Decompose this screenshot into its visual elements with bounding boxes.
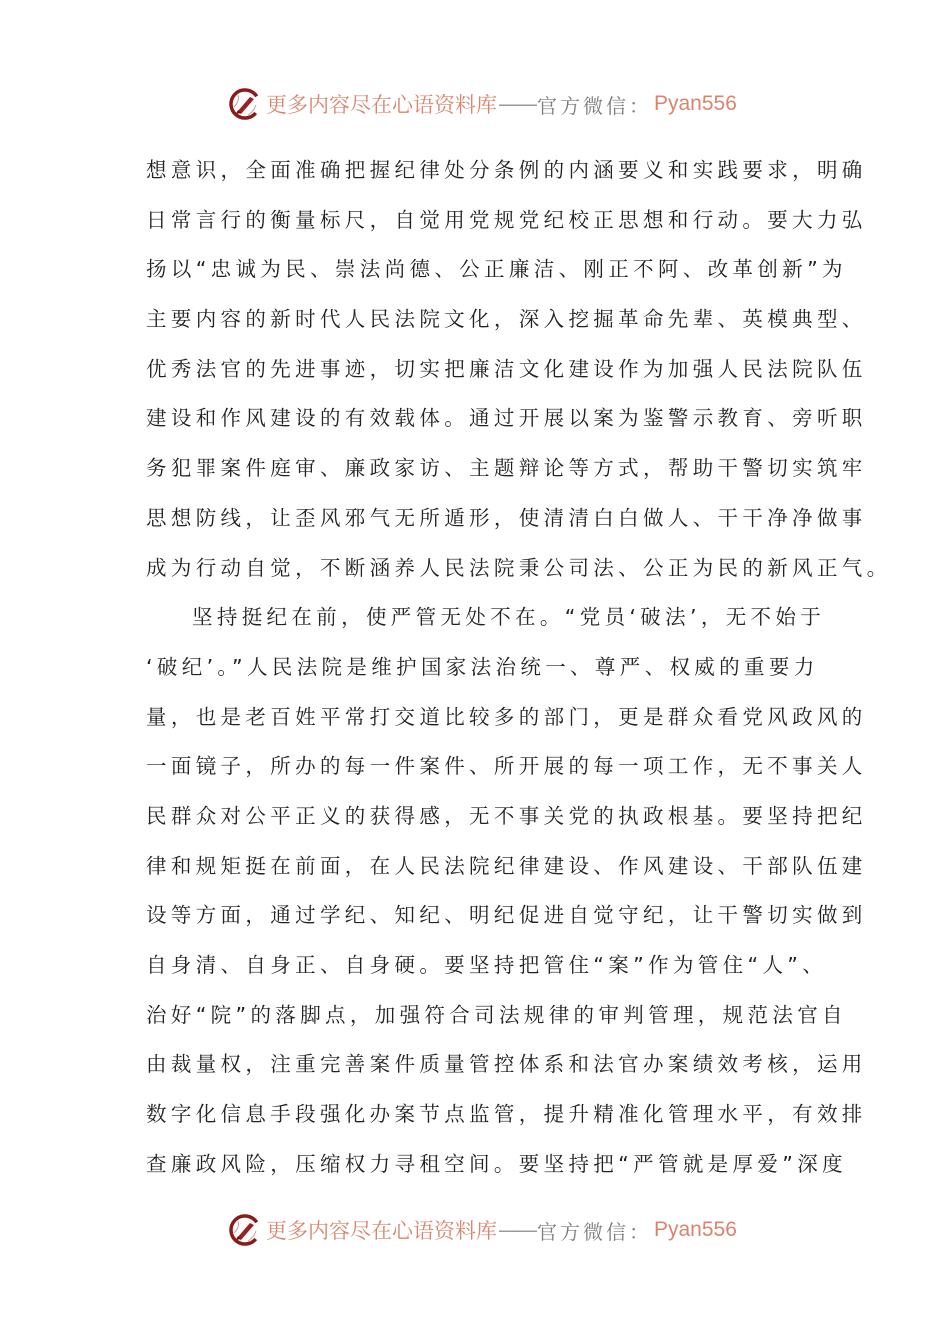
- text-line: ‘破纪’。”人民法院是维护国家法治统一、尊严、权威的重要力: [146, 654, 819, 679]
- paragraph-start-line: 坚持挺纪在前，使严管无处不在。“党员‘破法’，无不始于: [192, 605, 826, 630]
- watermark-main-text: 更多内容尽在心语资料库: [266, 1219, 497, 1243]
- text-line: 日常言行的衡量标尺，自觉用党规党纪校正思想和行动。要大力弘: [146, 207, 867, 232]
- text-line: 治好“院”的落脚点，加强符合司法规律的审判管理，规范法官自: [146, 1002, 847, 1027]
- quill-pen-logo-icon: [228, 87, 262, 121]
- text-line: 成为行动自觉，不断涵养人民法院秉公司法、公正为民的新风正气。: [146, 555, 892, 580]
- text-line: 设等方面，通过学纪、知纪、明纪促进自觉守纪，让干警切实做到: [146, 903, 867, 928]
- text-line: 一面镜子，所办的每一件案件、所开展的每一项工作，无不事关人: [146, 754, 867, 779]
- quill-pen-logo-icon: [228, 1213, 262, 1247]
- watermark-official-label: 官方微信：: [537, 93, 652, 118]
- text-line: 由裁量权，注重完善案件质量管控体系和法官办案绩效考核，运用: [146, 1052, 867, 1077]
- text-line: 主要内容的新时代人民法院文化，深入挖掘革命先辈、英模典型、: [146, 307, 867, 332]
- text-line: 民群众对公平正义的获得感，无不事关党的执政根基。要坚持把纪: [146, 803, 867, 828]
- watermark-official-label: 官方微信：: [537, 1219, 652, 1244]
- text-line: 务犯罪案件庭审、廉政家访、主题辩论等方式，帮助干警切实筑牢: [146, 456, 867, 481]
- text-line: 量，也是老百姓平常打交道比较多的部门，更是群众看党风政风的: [146, 704, 867, 729]
- watermark-main-text: 更多内容尽在心语资料库: [266, 93, 497, 117]
- text-line: 律和规矩挺在前面，在人民法院纪律建设、作风建设、干部队伍建: [146, 853, 867, 878]
- document-body: [146, 150, 892, 1193]
- text-line: 数字化信息手段强化办案节点监管，提升精准化管理水平，有效排: [146, 1102, 867, 1127]
- text-line: 想意识，全面准确把握纪律处分条例的内涵要义和实践要求，明确: [146, 158, 867, 182]
- text-line: 扬以“忠诚为民、崇法尚德、公正廉洁、刚正不阿、改革创新”为: [146, 257, 847, 282]
- watermark-header: [228, 86, 737, 122]
- text-line: 查廉政风险，压缩权力寻租空间。要坚持把“严管就是厚爱”深度: [146, 1151, 847, 1176]
- text-line: 建设和作风建设的有效载体。通过开展以案为鉴警示教育、旁听职: [146, 406, 867, 431]
- watermark-footer: [228, 1212, 737, 1248]
- text-line: 优秀法官的先进事迹，切实把廉洁文化建设作为加强人民法院队伍: [146, 356, 867, 381]
- watermark-dash: ——: [498, 92, 536, 116]
- watermark-wechat-id: Pyan556: [654, 1218, 737, 1241]
- watermark-dash: ——: [498, 1218, 536, 1242]
- text-line: 自身清、自身正、自身硬。要坚持把管住“案”作为管住“人”、: [146, 953, 828, 977]
- watermark-wechat-id: Pyan556: [654, 92, 737, 115]
- text-line: 思想防线，让歪风邪气无所遁形，使清清白白做人、干干净净做事: [146, 505, 867, 530]
